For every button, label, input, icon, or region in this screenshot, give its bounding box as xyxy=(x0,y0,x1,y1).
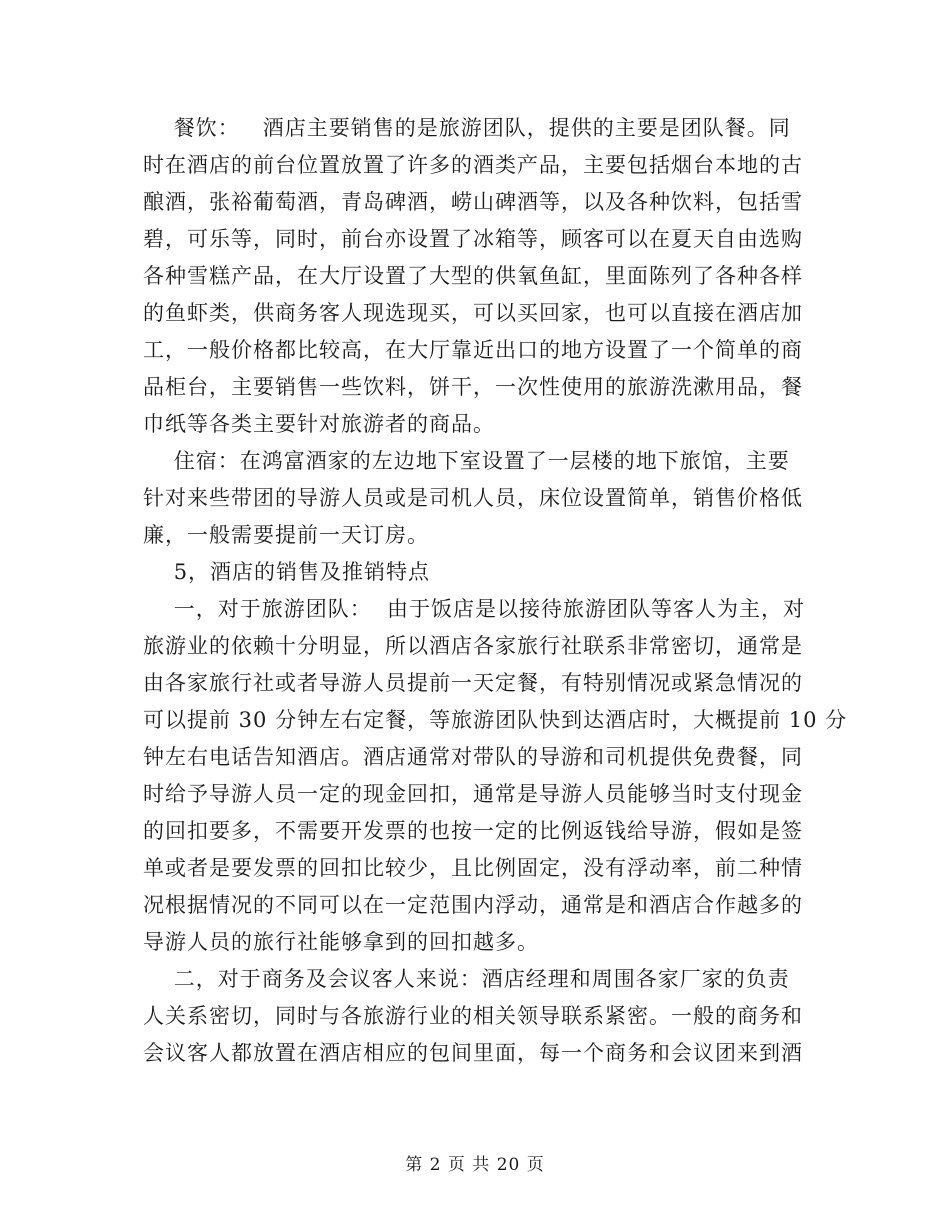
section-heading: 5，酒店的销售及推销特点 xyxy=(143,560,431,584)
text-line: 由各家旅行社或者导游人员提前一天定餐，有特别情况或紧急情况的 xyxy=(143,671,803,695)
text-line: 住宿：在鸿富酒家的左边地下室设置了一层楼的地下旅馆，主要 xyxy=(143,449,790,473)
text-line: 的回扣要多，不需要开发票的也按一定的比例返钱给导游，假如是签 xyxy=(143,819,803,843)
text-line: 单或者是要发票的回扣比较少，且比例固定，没有浮动率，前二种情 xyxy=(143,856,803,880)
text-line: 导游人员的旅行社能够拿到的回扣越多。 xyxy=(143,930,539,954)
text-line: 时给予导游人员一定的现金回扣，通常是导游人员能够当时支付现金 xyxy=(143,782,803,806)
text-line: 旅游业的依赖十分明显，所以酒店各家旅行社联系非常密切，通常是 xyxy=(143,634,803,658)
text-line: 餐饮： 酒店主要销售的是旅游团队，提供的主要是团队餐。同 xyxy=(143,116,791,140)
text-line: 一，对于旅游团队： 由于饭店是以接待旅游团队等客人为主，对 xyxy=(143,597,806,621)
body-text xyxy=(143,110,848,1072)
text-line: 碧，可乐等，同时，前台亦设置了冰箱等，顾客可以在夏天自由选购 xyxy=(143,227,803,251)
text-line: 会议客人都放置在酒店相应的包间里面，每一个商务和会议团来到酒 xyxy=(143,1041,803,1065)
page-number-footer: 第 2 页 共 20 页 xyxy=(405,1155,545,1175)
text-line: 巾纸等各类主要针对旅游者的商品。 xyxy=(143,412,495,436)
text-line: 各种雪糕产品，在大厅设置了大型的供氧鱼缸，里面陈列了各种各样 xyxy=(143,264,803,288)
text-line: 廉，一般需要提前一天订房。 xyxy=(143,523,429,547)
text-line: 况根据情况的不同可以在一定范围内浮动，通常是和酒店合作越多的 xyxy=(143,893,803,917)
text-line: 可以提前 30 分钟左右定餐，等旅游团队快到达酒店时，大概提前 10 分 xyxy=(143,708,848,732)
text-line: 品柜台，主要销售一些饮料，饼干，一次性使用的旅游洗漱用品，餐 xyxy=(143,375,803,399)
text-line: 针对来些带团的导游人员或是司机人员，床位设置简单，销售价格低 xyxy=(143,486,803,510)
text-line: 工，一般价格都比较高，在大厅靠近出口的地方设置了一个简单的商 xyxy=(143,338,803,362)
text-line: 时在酒店的前台位置放置了许多的酒类产品，主要包括烟台本地的古 xyxy=(143,153,803,177)
text-line: 二，对于商务及会议客人来说：酒店经理和周围各家厂家的负责 xyxy=(143,967,790,991)
text-line: 钟左右电话告知酒店。酒店通常对带队的导游和司机提供免费餐，同 xyxy=(143,745,803,769)
text-line: 酿酒，张裕葡萄酒，青岛碑酒，崂山碑酒等，以及各种饮料，包括雪 xyxy=(143,190,803,214)
text-line: 的鱼虾类，供商务客人现选现买，可以买回家，也可以直接在酒店加 xyxy=(143,301,803,325)
text-line: 人关系密切，同时与各旅游行业的相关领导联系紧密。一般的商务和 xyxy=(143,1004,803,1028)
